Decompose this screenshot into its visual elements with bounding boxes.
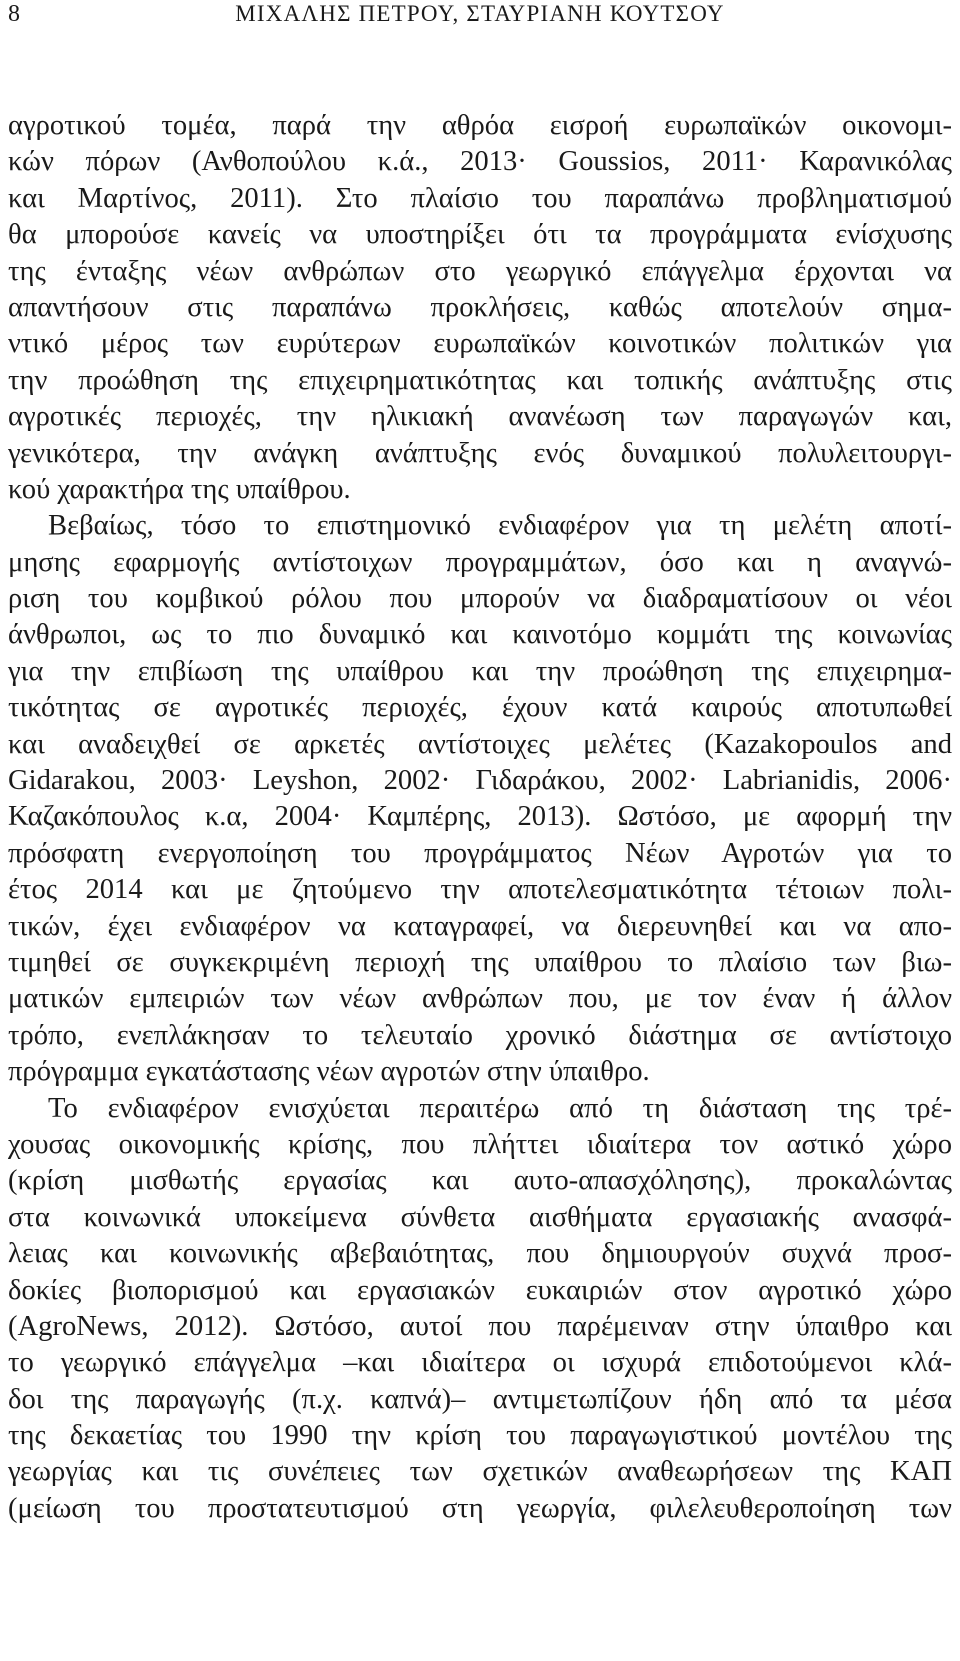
text-line: ματικών εμπειριών των νέων ανθρώπων που, με τον έναν ή άλλον bbox=[8, 983, 952, 1015]
text-line: γενικότερα, την ανάγκη ανάπτυξης ενός δυναμικού πολυλειτουργι- bbox=[8, 437, 952, 469]
text-line: δοκίες βιοπορισμού και εργασιακών ευκαιριών στον αγροτικό χώρο bbox=[8, 1274, 952, 1306]
text-line: κών πόρων (Ανθοπούλου κ.ά., 2013· Goussios, 2011· Καρανικόλας bbox=[8, 146, 952, 178]
running-head: ΜΙΧΑΛΗΣ ΠΕΤΡΟΥ, ΣΤΑΥΡΙΑΝΗ ΚΟΥΤΣΟΥ bbox=[235, 1, 725, 26]
text-line: χουσας οικονομικής κρίσης, που πλήττει ιδιαίτερα τον αστικό χώρο bbox=[8, 1128, 952, 1160]
text-line: ριση του κομβικού ρόλου που μπορούν να διαδραματίσουν οι νέοι bbox=[8, 583, 952, 615]
text-line: γεωργίας και τις συνέπειες των σχετικών αναθεωρήσεων της ΚΑΠ bbox=[8, 1456, 952, 1488]
text-line: τρόπο, ενεπλάκησαν το τελευταίο χρονικό διάστημα σε αντίστοιχο bbox=[8, 1019, 952, 1051]
text-line: Το ενδιαφέρον ενισχύεται περαιτέρω από τη διάσταση της τρέ- bbox=[48, 1092, 952, 1124]
text-line: Βεβαίως, τόσο το επιστημονικό ενδιαφέρον για τη μελέτη αποτί- bbox=[48, 510, 952, 542]
page-number: 8 bbox=[8, 1, 20, 27]
text-line: μησης εφαρμογής αντίστοιχων προγραμμάτων, όσο και η αναγνώ- bbox=[8, 546, 952, 578]
text-line: τιμηθεί σε συγκεκριμένη περιοχή της υπαίθρου το πλαίσιο των βιω- bbox=[8, 946, 952, 978]
text-line: πρόσφατη ενεργοποίηση του προγράμματος Νέων Αγροτών για το bbox=[8, 837, 952, 869]
text-line: (κρίση μισθωτής εργασίας και αυτο-απασχόλησης), προκαλώντας bbox=[8, 1165, 952, 1197]
body-text bbox=[8, 108, 952, 1527]
text-line: Καζακόπουλος κ.α, 2004· Καμπέρης, 2013). Ωστόσο, με αφορμή την bbox=[8, 801, 952, 833]
text-line: αγροτικού τομέα, παρά την αθρόα εισροή ευρωπαϊκών οικονομι- bbox=[8, 110, 952, 141]
text-line: την προώθηση της επιχειρηματικότητας και τοπικής ανάπτυξης στις bbox=[8, 364, 952, 396]
text-line: κού χαρακτήρα της υπαίθρου. bbox=[8, 473, 351, 505]
text-line: τικών, έχει ενδιαφέρον να καταγραφεί, να διερευνηθεί και να απο- bbox=[8, 910, 952, 942]
text-line: ντικό μέρος των ευρύτερων ευρωπαϊκών κοινοτικών πολιτικών για bbox=[8, 328, 952, 360]
text-line: δοι της παραγωγής (π.χ. καπνά)– αντιμετωπίζουν ήδη από τα μέσα bbox=[8, 1383, 952, 1415]
text-line: (AgroNews, 2012). Ωστόσο, αυτοί που παρέμειναν στην ύπαιθρο και bbox=[8, 1310, 952, 1342]
page-header bbox=[8, 0, 952, 30]
text-line: λειας και κοινωνικής αβεβαιότητας, που δημιουργούν συχνά προσ- bbox=[8, 1238, 952, 1270]
text-line: αγροτικές περιοχές, την ηλικιακή ανανέωση των παραγωγών και, bbox=[8, 401, 952, 433]
text-line: για την επιβίωση της υπαίθρου και την προώθηση της επιχειρημα- bbox=[8, 655, 952, 687]
text-line: Gidarakou, 2003· Leyshon, 2002· Γιδαράκου, 2002· Labrianidis, 2006· bbox=[8, 765, 952, 797]
text-line: το γεωργικό επάγγελμα –και ιδιαίτερα οι ισχυρά επιδοτούμενοι κλά- bbox=[8, 1347, 952, 1379]
text-line: και Μαρτίνος, 2011). Στο πλαίσιο του παραπάνω προβληματισμού bbox=[8, 182, 952, 214]
text-line: έτος 2014 και με ζητούμενο την αποτελεσματικότητα τέτοιων πολι- bbox=[8, 874, 952, 906]
text-line: τικότητας σε αγροτικές περιοχές, έχουν κατά καιρούς αποτυπωθεί bbox=[8, 692, 952, 724]
text-line: (μείωση του προστατευτισμού στη γεωργία, φιλελευθεροποίηση των bbox=[8, 1492, 952, 1524]
text-line: της δεκαετίας του 1990 την κρίση του παραγωγιστικού μοντέλου της bbox=[8, 1420, 952, 1452]
text-line: και αναδειχθεί σε αρκετές αντίστοιχες μελέτες (Kazakopoulos and bbox=[8, 728, 952, 760]
text-line: της ένταξης νέων ανθρώπων στο γεωργικό επάγγελμα έρχονται να bbox=[8, 255, 952, 287]
text-line: πρόγραμμα εγκατάστασης νέων αγροτών στην ύπαιθρο. bbox=[8, 1056, 650, 1088]
text-line: άνθρωποι, ως το πιο δυναμικό και καινοτόμο κομμάτι της κοινωνίας bbox=[8, 619, 952, 651]
text-line: θα μπορούσε κανείς να υποστηρίξει ότι τα προγράμματα ενίσχυσης bbox=[8, 219, 952, 251]
text-line: απαντήσουν στις παραπάνω προκλήσεις, καθώς αποτελούν σημα- bbox=[8, 291, 952, 323]
text-line: στα κοινωνικά υποκείμενα σύνθετα αισθήματα εργασιακής ανασφά- bbox=[8, 1201, 952, 1233]
